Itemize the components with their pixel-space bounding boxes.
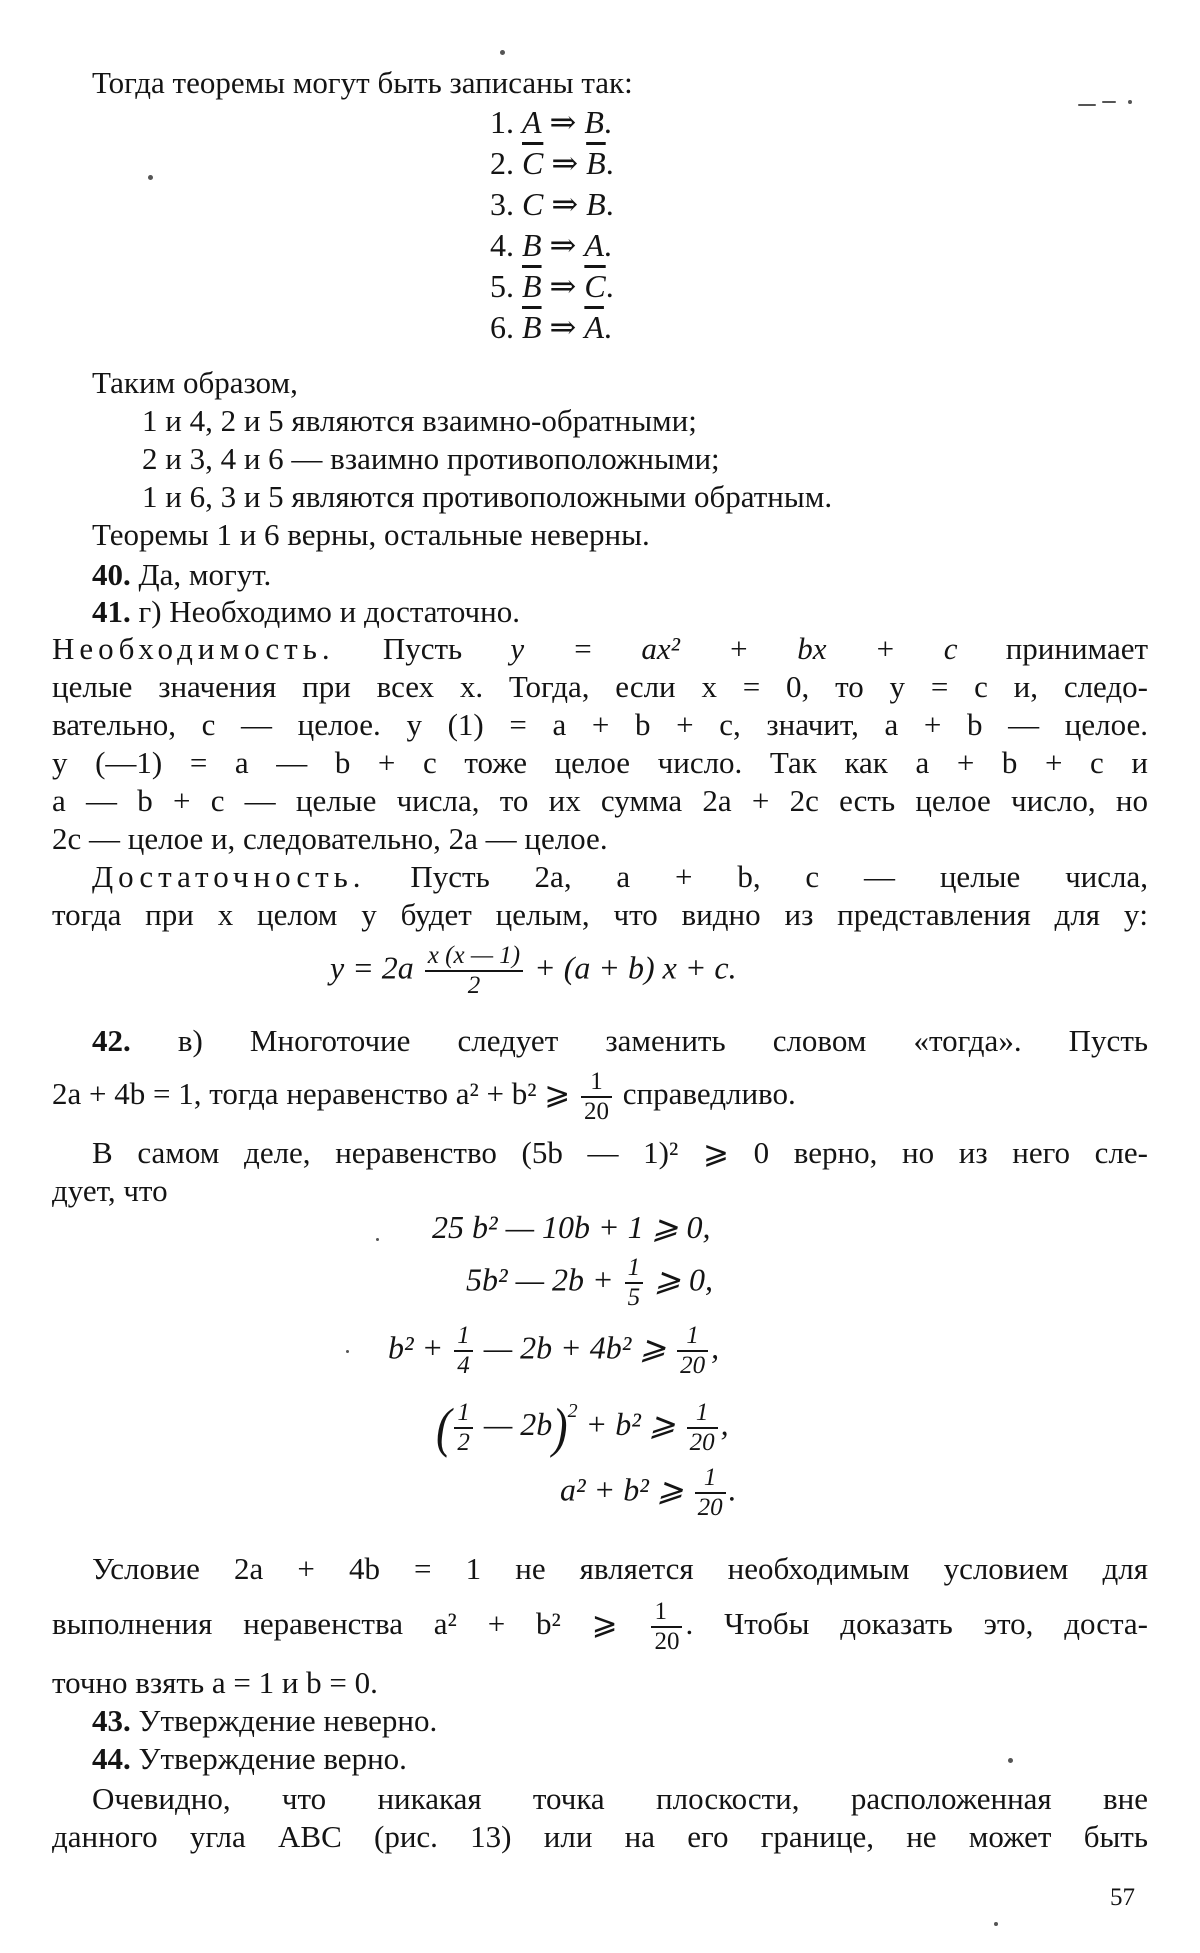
step-text: 5b² — 2b + bbox=[466, 1261, 614, 1298]
fraction-denominator: 20 bbox=[687, 1427, 718, 1457]
scan-speck bbox=[1128, 100, 1132, 104]
theorem-rhs: A bbox=[584, 227, 604, 263]
relation-3: 1 и 6, 3 и 5 являются противоположными обратным. bbox=[142, 479, 833, 514]
fraction-denominator: 5 bbox=[625, 1282, 644, 1312]
fraction-numerator: 1 bbox=[457, 1322, 470, 1349]
answer-number: 42. bbox=[92, 1023, 131, 1058]
theorem-rhs: $\overline{C}$ bbox=[584, 268, 606, 304]
fraction-numerator: 1 bbox=[654, 1598, 667, 1625]
page-number: 57 bbox=[1110, 1884, 1135, 1911]
formula-rhs: + (a + b) x + c. bbox=[534, 949, 737, 986]
final-line-2: данного угла ABC (рис. 13) или на его границе, не может быть bbox=[52, 1819, 1148, 1854]
answer-text: Утверждение верно. bbox=[138, 1741, 407, 1776]
theorem-5: 5. $\overline{B}$ ⇒ $\overline{C}$. bbox=[490, 268, 614, 304]
implies-arrow: ⇒ bbox=[551, 186, 579, 222]
answer-number: 40. bbox=[92, 557, 131, 592]
answer-text: в) Многоточие следует заменить словом «тогда». Пусть bbox=[177, 1023, 1149, 1058]
answer-42-line-3: В самом деле, неравенство (5b — 1)² ⩾ 0 верно, но из него сле- bbox=[92, 1135, 1148, 1170]
derivation-step-4 bbox=[436, 1392, 729, 1457]
step-text: a² + b² ⩾ bbox=[560, 1471, 684, 1508]
theorem-2: 2. $\overline{C}$ ⇒ $\overline{B}$. bbox=[490, 145, 614, 181]
theorem-rhs: $\overline{B}$ bbox=[586, 145, 606, 181]
theorem-lhs: $\overline{B}$ bbox=[522, 268, 542, 304]
answer-number: 44. bbox=[92, 1741, 131, 1776]
theorem-number: 4. bbox=[490, 227, 514, 263]
scan-speck bbox=[500, 50, 505, 55]
derivation-step-2 bbox=[466, 1254, 713, 1312]
necessity-line-2: целые значения при всех x. Тогда, если x = 0, то y = c и, следо- bbox=[52, 669, 1148, 704]
answer-44 bbox=[92, 1740, 407, 1778]
fraction bbox=[454, 1322, 473, 1380]
answer-text: справедливо. bbox=[622, 1076, 796, 1112]
fraction-numerator: x (x — 1) bbox=[427, 942, 521, 969]
answer-text: 2a + 4b = 1, тогда неравенство a² + b² ⩾ bbox=[52, 1076, 571, 1112]
theorem-rhs: B bbox=[584, 104, 604, 140]
fraction-denominator: 20 bbox=[651, 1626, 682, 1656]
theorem-rhs: B bbox=[586, 186, 606, 222]
implies-arrow: ⇒ bbox=[549, 268, 577, 304]
fraction-numerator: 1 bbox=[686, 1322, 699, 1349]
step-text: ⩾ 0, bbox=[654, 1261, 713, 1298]
fraction-denominator: 2 bbox=[454, 1427, 473, 1457]
condition-text: . Чтобы доказать это, доста- bbox=[685, 1606, 1149, 1642]
fraction-numerator: 1 bbox=[457, 1398, 470, 1426]
sufficiency-text: Пусть 2a, a + b, c — целые числа, bbox=[410, 859, 1149, 894]
scan-speck bbox=[1078, 104, 1096, 106]
theorem-lhs: B bbox=[522, 227, 542, 263]
necessity-heading: Необходимость. bbox=[52, 631, 335, 666]
necessity-line-5: a — b + c — целые числа, то их сумма 2a + 2c есть целое число, но bbox=[52, 783, 1148, 818]
theorem-number: 3. bbox=[490, 186, 514, 222]
condition-line-3: точно взять a = 1 и b = 0. bbox=[52, 1665, 378, 1700]
theorem-number: 6. bbox=[490, 309, 514, 345]
answer-number: 41. bbox=[92, 594, 131, 629]
answer-text: Да, могут. bbox=[138, 557, 272, 592]
fraction-denominator: 2 bbox=[425, 970, 523, 1000]
answer-42-line-2 bbox=[52, 1068, 796, 1126]
theorem-lhs: $\overline{B}$ bbox=[522, 309, 542, 345]
fraction bbox=[625, 1254, 644, 1312]
scan-speck bbox=[346, 1350, 349, 1353]
step-text: + b² ⩾ bbox=[585, 1406, 676, 1442]
fraction-denominator: 20 bbox=[695, 1492, 726, 1522]
implies-arrow: ⇒ bbox=[549, 104, 577, 140]
scan-speck bbox=[994, 1922, 998, 1926]
fraction-denominator: 20 bbox=[581, 1096, 612, 1126]
fraction bbox=[454, 1399, 473, 1457]
implies-arrow: ⇒ bbox=[549, 309, 577, 345]
exponent: 2 bbox=[567, 1400, 578, 1422]
sufficiency-line-1 bbox=[92, 858, 1148, 896]
condition-line-1: Условие 2a + 4b = 1 не является необходимым условием для bbox=[92, 1551, 1148, 1586]
step-text: — 2b + 4b² ⩾ bbox=[483, 1329, 667, 1366]
theorem-lhs: $\overline{C}$ bbox=[522, 145, 544, 181]
conclusion-line: Теоремы 1 и 6 верны, остальные неверны. bbox=[92, 517, 650, 552]
scan-speck bbox=[1102, 101, 1116, 103]
theorem-lhs: C bbox=[522, 186, 544, 222]
necessity-text: принимает bbox=[1005, 631, 1149, 666]
necessity-line-4: y (—1) = a — b + c тоже целое число. Так как a + b + c и bbox=[52, 745, 1148, 780]
answer-43 bbox=[92, 1702, 437, 1740]
relation-1: 1 и 4, 2 и 5 являются взаимно-обратными; bbox=[142, 403, 697, 438]
theorem-number: 2. bbox=[490, 145, 514, 181]
fraction-numerator: 1 bbox=[695, 1398, 709, 1426]
fraction-denominator: 4 bbox=[454, 1350, 473, 1380]
scan-speck bbox=[376, 1238, 379, 1241]
step-text: b² + bbox=[388, 1329, 444, 1366]
quadratic-formula: y = ax² + bx + c bbox=[510, 631, 958, 666]
theorem-4: 4. B ⇒ A. bbox=[490, 227, 612, 263]
scan-speck bbox=[1008, 1758, 1013, 1763]
derivation-step-3 bbox=[388, 1322, 719, 1380]
fraction bbox=[581, 1068, 612, 1126]
necessity-text: Пусть bbox=[382, 631, 463, 666]
theorem-number: 1. bbox=[490, 104, 514, 140]
theorem-3: 3. C ⇒ B. bbox=[490, 186, 614, 222]
theorem-1: 1. A ⇒ B. bbox=[490, 104, 612, 140]
fraction bbox=[651, 1598, 682, 1656]
answer-40 bbox=[92, 556, 271, 594]
formula-lhs: y = 2a bbox=[330, 949, 414, 986]
step-text: — 2b bbox=[483, 1406, 553, 1442]
answer-text: Утверждение неверно. bbox=[138, 1703, 438, 1738]
fraction-denominator: 20 bbox=[677, 1350, 708, 1380]
necessity-line-1 bbox=[52, 630, 1148, 668]
derivation-step-5 bbox=[560, 1464, 737, 1522]
fraction bbox=[425, 942, 523, 1000]
step-punct: . bbox=[728, 1471, 737, 1508]
sufficiency-heading: Достаточность. bbox=[92, 859, 366, 894]
final-line-1: Очевидно, что никакая точка плоскости, расположенная вне bbox=[92, 1781, 1148, 1816]
theorem-number: 5. bbox=[490, 268, 514, 304]
condition-text: выполнения неравенства a² + b² ⩾ bbox=[52, 1606, 618, 1642]
fraction bbox=[687, 1399, 718, 1457]
sufficiency-line-2: тогда при x целом y будет целым, что видно из представления для y: bbox=[52, 897, 1148, 932]
necessity-line-6: 2c — целое и, следовательно, 2a — целое. bbox=[52, 821, 608, 856]
right-paren: ) bbox=[552, 1396, 568, 1458]
condition-line-2 bbox=[52, 1598, 1148, 1656]
derivation-step-1: 25 b² — 10b + 1 ⩾ 0, bbox=[432, 1209, 711, 1245]
step-punct: , bbox=[720, 1406, 729, 1442]
step-punct: , bbox=[711, 1329, 720, 1366]
theorem-lhs: A bbox=[522, 104, 542, 140]
implies-arrow: ⇒ bbox=[551, 145, 579, 181]
scan-speck bbox=[148, 175, 153, 180]
fraction bbox=[695, 1464, 726, 1522]
answer-text: г) Необходимо и достаточно. bbox=[138, 594, 520, 629]
intro-line: Тогда теоремы могут быть записаны так: bbox=[92, 65, 633, 100]
theorem-rhs: $\overline{A}$ bbox=[584, 309, 604, 345]
theorem-6: 6. $\overline{B}$ ⇒ $\overline{A}$. bbox=[490, 309, 612, 345]
fraction-numerator: 1 bbox=[627, 1254, 641, 1281]
answer-42-line-4: дует, что bbox=[52, 1173, 168, 1208]
left-paren: ( bbox=[436, 1396, 452, 1458]
relation-2: 2 и 3, 4 и 6 — взаимно противоположными; bbox=[142, 441, 720, 476]
implies-arrow: ⇒ bbox=[549, 227, 577, 263]
thus-line: Таким образом, bbox=[92, 365, 298, 400]
answer-number: 43. bbox=[92, 1703, 131, 1738]
necessity-line-3: вательно, c — целое. y (1) = a + b + c, значит, a + b — целое. bbox=[52, 707, 1148, 742]
answer-42-line-1 bbox=[92, 1022, 1148, 1060]
fraction bbox=[677, 1322, 708, 1380]
fraction-numerator: 1 bbox=[703, 1464, 717, 1491]
fraction-numerator: 1 bbox=[590, 1068, 603, 1095]
answer-41 bbox=[92, 593, 520, 631]
formula-y bbox=[330, 942, 737, 1000]
